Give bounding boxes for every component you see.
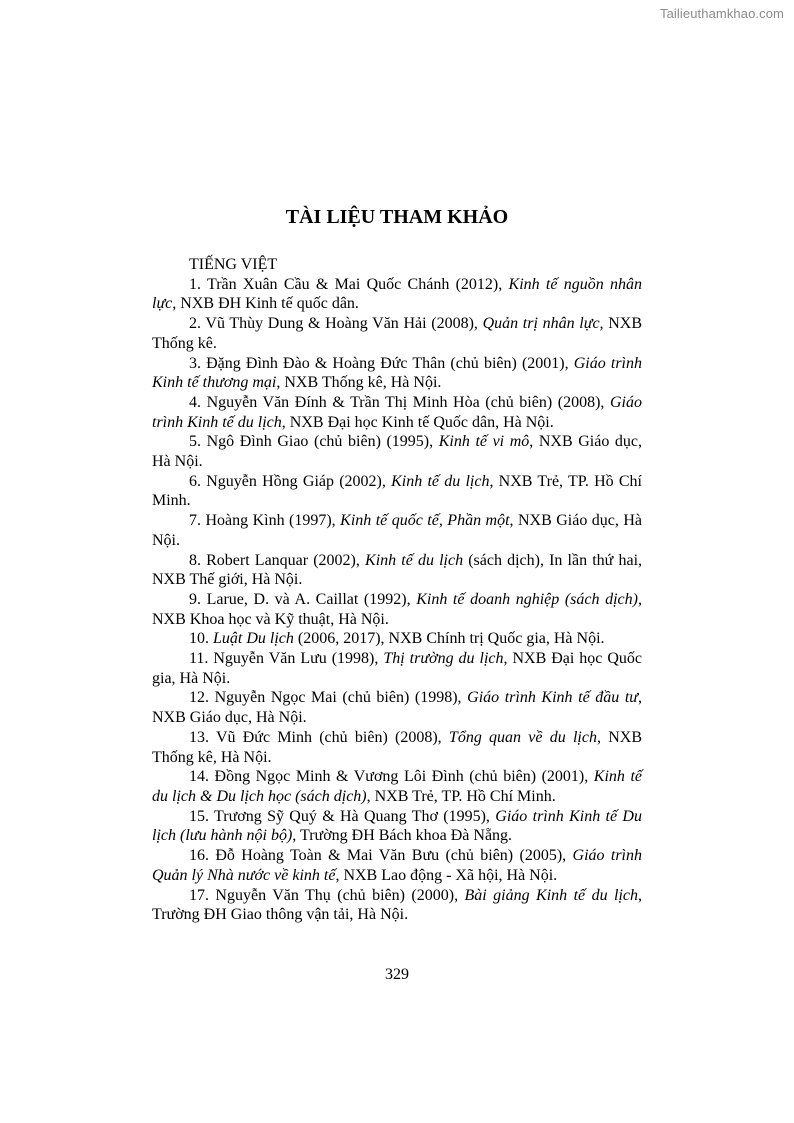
reference-publisher: , NXB Đại học Kinh tế Quốc dân, Hà Nội. (281, 413, 554, 431)
reference-publisher: , Trường ĐH Bách khoa Đà Nẵng. (292, 827, 513, 845)
reference-item (152, 767, 642, 806)
reference-authors: 11. Nguyễn Văn Lưu (1998), (189, 650, 384, 668)
reference-publisher: , NXB Giáo dục, Hà Nội. (152, 512, 643, 549)
reference-authors: 3. Đặng Đình Đào & Hoàng Đức Thân (chủ biên) (2001), (189, 354, 574, 372)
reference-title: Giáo trình Kinh tế Du lịch (lưu hành nội bộ) (152, 807, 642, 845)
reference-title: Kinh tế quốc tế, Phần một (340, 512, 510, 530)
reference-item (152, 728, 642, 767)
section-heading: TIẾNG VIỆT (189, 256, 278, 273)
reference-item (152, 314, 642, 353)
reference-publisher: NXB Thống kê. (152, 315, 642, 352)
page-number: 329 (385, 966, 409, 983)
reference-item (152, 275, 642, 314)
reference-title: Giáo trình Kinh tế đầu tư (467, 689, 639, 707)
reference-title: Kinh tế nguồn nhân lực, (152, 275, 642, 313)
reference-authors: 6. Nguyễn Hồng Giáp (2002), (189, 472, 392, 490)
reference-authors: 15. Trương Sỹ Quý & Hà Quang Thơ (1995), (189, 807, 496, 825)
reference-publisher: , NXB Thống kê, Hà Nội. (276, 374, 442, 392)
reference-item (152, 511, 642, 550)
reference-publisher: , NXB Lao động - Xã hội, Hà Nội. (335, 866, 558, 884)
reference-title: Kinh tế vi mô (438, 433, 530, 451)
reference-list (152, 255, 642, 925)
reference-title: Giáo trình Kinh tế thương mại (152, 354, 642, 392)
reference-item (152, 629, 642, 649)
reference-title: Tổng quan về du lịch (448, 728, 597, 746)
reference-item (152, 393, 642, 432)
reference-authors: 17. Nguyễn Văn Thụ (chủ biên) (2000), (189, 886, 465, 904)
reference-publisher: , NXB Khoa học và Kỹ thuật, Hà Nội. (152, 590, 642, 628)
reference-publisher: , NXB Đại học Quốc gia, Hà Nội. (152, 650, 643, 687)
reference-authors: 10. (189, 630, 213, 648)
reference-publisher: , NXB Trẻ, TP. Hồ Chí Minh. (152, 472, 643, 510)
reference-authors: 5. Ngô Đình Giao (chủ biên) (1995), (189, 433, 439, 451)
reference-publisher: , NXB Thống kê, Hà Nội. (152, 728, 643, 766)
reference-authors: 9. Larue, D. và A. Caillat (1992), (189, 590, 417, 608)
reference-authors: 13. Vũ Đức Minh (chủ biên) (2008), (189, 728, 449, 746)
reference-publisher: , NXB Giáo dục, Hà Nội. (152, 433, 643, 471)
reference-item (152, 688, 642, 727)
reference-item (152, 590, 642, 629)
reference-title: Giáo trình Kinh tế du lịch (152, 393, 642, 431)
reference-publisher: , NXB Trẻ, TP. Hồ Chí Minh. (366, 787, 556, 805)
reference-item (152, 472, 642, 511)
reference-publisher: (sách dịch), In lần thứ hai, NXB Thế giới, Hà Nội. (152, 551, 643, 589)
reference-publisher: , NXB Giáo dục, Hà Nội. (152, 689, 643, 727)
reference-item (152, 846, 642, 885)
reference-authors: 12. Nguyễn Ngọc Mai (chủ biên) (1998), (189, 689, 468, 707)
reference-title: Kinh tế du lịch (365, 551, 464, 569)
reference-authors: 2. Vũ Thùy Dung & Hoàng Văn Hải (2008), (189, 315, 483, 333)
reference-item (152, 807, 642, 846)
reference-title: Thị trường du lịch (383, 650, 504, 668)
reference-title: Kinh tế doanh nghiệp (sách dịch) (416, 590, 638, 608)
reference-item (152, 551, 642, 590)
reference-title: Giáo trình Quản lý Nhà nước về kinh tế (152, 847, 642, 884)
reference-title: Bài giảng Kinh tế du lịch (464, 886, 639, 904)
reference-item (152, 354, 642, 393)
reference-item (152, 432, 642, 471)
page-title: TÀI LIỆU THAM KHẢO (285, 206, 509, 228)
reference-title: Quản trị nhân lực, (482, 315, 604, 333)
reference-publisher: , Trường ĐH Giao thông vận tải, Hà Nội. (152, 886, 643, 924)
reference-authors: 16. Đỗ Hoàng Toàn & Mai Văn Bưu (chủ biên) (2005), (189, 847, 573, 865)
reference-authors: 8. Robert Lanquar (2002), (189, 551, 366, 569)
reference-publisher: NXB ĐH Kinh tế quốc dân. (176, 295, 359, 313)
reference-authors: 4. Nguyễn Văn Đính & Trần Thị Minh Hòa (chủ biên) (2008), (189, 393, 610, 411)
reference-publisher: (2006, 2017), NXB Chính trị Quốc gia, Hà Nội. (293, 630, 605, 648)
reference-authors: 7. Hoàng Kình (1997), (189, 512, 341, 530)
watermark: Tailieuthamkhao.com (659, 6, 784, 21)
reference-title: Kinh tế du lịch (391, 472, 490, 490)
reference-item (152, 649, 642, 688)
reference-authors: 14. Đồng Ngọc Minh & Vương Lôi Đình (chủ biên) (2001), (189, 768, 594, 786)
reference-items (152, 275, 642, 925)
reference-authors: 1. Trần Xuân Cầu & Mai Quốc Chánh (2012), (189, 275, 509, 293)
reference-title: Kinh tế du lịch & Du lịch học (sách dịch) (152, 768, 642, 805)
reference-item (152, 886, 642, 925)
reference-title: Luật Du lịch (213, 630, 294, 648)
